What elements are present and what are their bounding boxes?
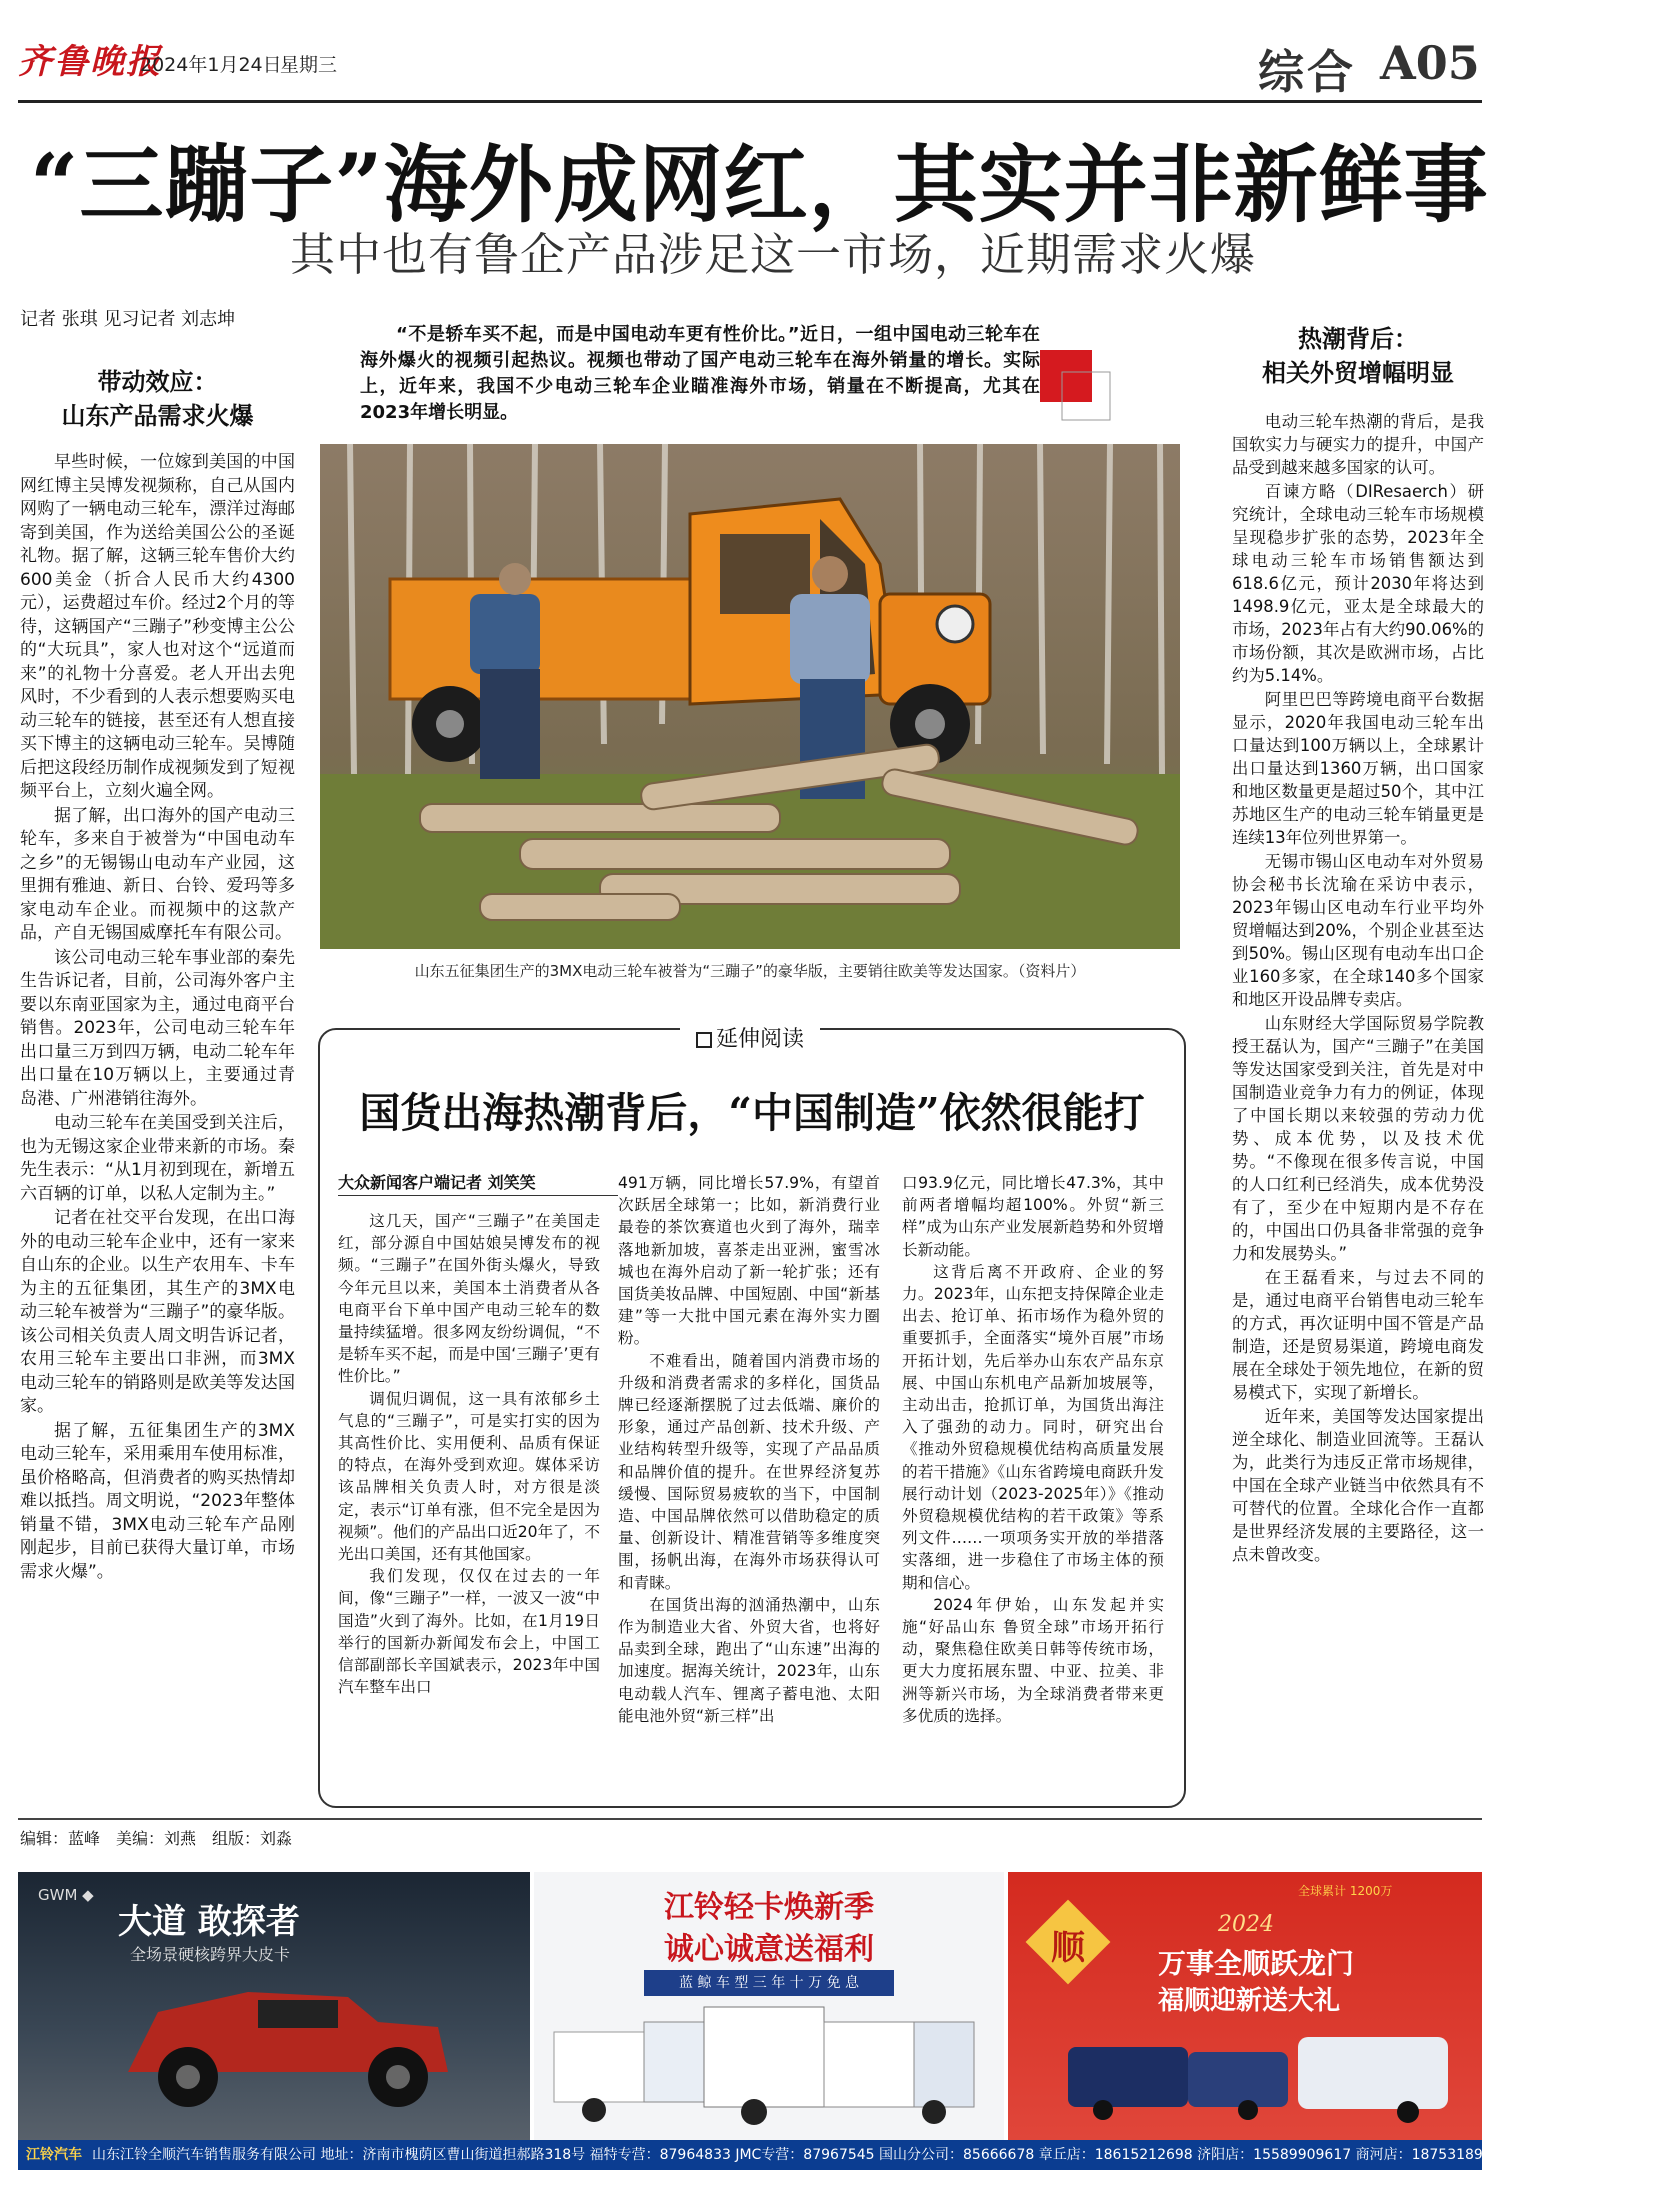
- paragraph: 2024年伊始，山东发起并实施“好品山东 鲁贸全球”市场开拓行动，聚焦稳住欧美日韩等传统市场，更大力度拓展东盟、中亚、拉美、非洲等新兴市场，为全球消费者带来更多优质的选择。: [902, 1595, 1164, 1725]
- red-square-icon: [1040, 350, 1110, 420]
- right-article-body: [1232, 410, 1484, 1566]
- tag-label: 延伸阅读: [715, 1027, 804, 1052]
- masthead-rule: [18, 100, 1482, 103]
- paragraph: 在国货出海的汹涌热潮中，山东作为制造业大省、外贸大省，也将好品卖到全球，跑出了“山东速”出海的加速度。据海关统计，2023年，山东电动载人汽车、锂离子蓄电池、太阳能电池外贸“新三样”出: [618, 1595, 880, 1725]
- ad-footer-bar: [18, 2140, 1668, 2170]
- ad3-year: 2024: [1218, 1912, 1274, 1937]
- paragraph: 百谏方略（DIResaerch）研究统计，全球电动三轮车市场规模呈现稳步扩张的态势，2023年全球电动三轮车市场销售额达到618.6亿元，预计2030年将达到1498.9亿元，亚太是全球最大的市场，2023年占有大约90.06%的市场份额，其次是欧洲市场，占比约为5.14%。: [1232, 482, 1484, 685]
- byline: 记者 张琪 见习记者 刘志坤: [20, 309, 236, 330]
- page-number: A05: [1380, 36, 1480, 90]
- footer-rule: [18, 1818, 1482, 1820]
- paragraph: 山东财经大学国际贸易学院教授王磊认为，国产“三蹦子”在美国等发达国家受到关注，首先是对中国制造业竞争力有力的例证，体现了中国长期以来较强的劳动力优势、成本优势，以及技术优势。“不像现在很多传言说，中国的人口红利已经消失，成本优势没有了，至少在中短期内是不存在的，中国出口仍具备非常强的竞争力和发展势头。”: [1232, 1014, 1484, 1263]
- left-section-title-1: 带动效应：: [97, 367, 218, 396]
- paragraph: 口93.9亿元，同比增长47.3%，其中前两者增幅均超100%。外贸“新三样”成为山东产业发展新趋势和外贸增长新动能。: [902, 1174, 1164, 1259]
- paragraph: 早些时候，一位嫁到美国的中国网红博主吴博发视频称，自己从国内网购了一辆电动三轮车，漂洋过海邮寄到美国，作为送给美国公公的圣诞礼物。据了解，这辆三轮车售价大约600美金（折合人民币大约4300元），运费超过车价。经过2个月的等待，这辆国产“三蹦子”秒变博主公公的“大玩具”，家人也对这个“远道而来”的礼物十分喜爱。老人开出去兜风时，不少看到的人表示想要购买电动三轮车的链接，甚至还有人想直接买下博主的这辆电动三轮车。吴博随后把这段经历制作成视频发到了短视频平台上，立刻火遍全网。: [20, 452, 295, 801]
- brand-mark: GWM ◆: [38, 1886, 94, 1904]
- ad3-title2: 福顺迎新送大礼: [1158, 1986, 1341, 2016]
- left-article-body: [20, 451, 295, 1584]
- paragraph: 电动三轮车在美国受到关注后，也为无锡这家企业带来新的市场。秦先生表示：“从1月初到现在，新增五六百辆的订单，以私人定制为主。”: [20, 1113, 295, 1204]
- photo-caption: 山东五征集团生产的3MX电动三轮车被誉为“三蹦子”的豪华版，主要销往欧美等发达国家。（资料片）: [414, 962, 1086, 980]
- advertisement-band: [18, 1872, 1482, 2172]
- ad3-char: 顺: [1051, 1928, 1085, 1968]
- trucks-icon: [534, 1872, 1004, 2140]
- paragraph: 近年来，美国等发达国家提出逆全球化、制造业回流等。王磊认为，此类行为违反正常市场规律，中国在全球产业链当中依然具有不可替代的位置。全球化合作一直都是世界经济发展的主要路径，这一点未曾改变。: [1232, 1407, 1484, 1564]
- editor-credits: 编辑：蓝峰 美编：刘燕 组版：刘淼: [20, 1829, 293, 1848]
- ad-ford-transit: [1008, 1872, 1482, 2140]
- right-section-title-1: 热潮背后：: [1298, 324, 1418, 353]
- ad1-subtitle: 全场景硬核跨界大皮卡: [130, 1945, 291, 1964]
- extended-reading-tag: [680, 1022, 820, 1052]
- paragraph: 调侃归调侃，这一具有浓郁乡土气息的“三蹦子”，可是实打实的因为其高性价比、实用便利、品质有保证的特点，在海外受到欢迎。媒体采访该品牌相关负责人时，对方很是淡定，表示“订单有涨，但不完全是因为视频”。他们的产品出口近20年了，不光出口美国，还有其他国家。: [338, 1389, 600, 1564]
- square-icon: [696, 1032, 712, 1048]
- right-section-title-2: 相关外贸增幅明显: [1262, 358, 1454, 387]
- box-column-2: [618, 1172, 880, 1727]
- photo-tricycle-logs: [320, 444, 1180, 949]
- paragraph: 据了解，出口海外的国产电动三轮车，多来自于被誉为“中国电动车之乡”的无锡锡山电动车产业园，这里拥有雅迪、新日、台铃、爱玛等多家电动车企业。而视频中的这款产品，产自无锡国威摩托车有限公司。: [20, 805, 295, 943]
- box-title: 国货出海热潮背后，“中国制造”依然很能打: [359, 1089, 1145, 1137]
- lead-text: “不是轿车买不起，而是中国电动车更有性价比。”近日，一组中国电动三轮车在海外爆火的视频引起热议。视频也带动了国产电动三轮车在海外销量的增长。实际上，近年来，我国不少电动三轮车企业瞄准海外市场，销量在不断提高，尤其在2023年增长明显。: [360, 324, 1040, 423]
- ad-jmc-trucks: [534, 1872, 1004, 2140]
- issue-weekday: 星期三: [280, 54, 338, 76]
- paragraph: 491万辆，同比增长57.9%，有望首次跃居全球第一；比如，新消费行业最卷的茶饮赛道也火到了海外，瑞幸落地新加坡，喜茶走出亚洲，蜜雪冰城也在海外启动了新一轮扩张；还有国货美妆品牌、中国短剧、中国“新基建”等一大批中国元素在海外实力圈粉。: [618, 1174, 880, 1348]
- paragraph: 记者在社交平台发现，在出口海外的电动三轮车企业中，还有一家来自山东的企业。以生产农用车、卡车为主的五征集团，其生产的3MX电动三轮车被誉为“三蹦子”的豪华版。该公司相关负责人周文明告诉记者，农用三轮车主要出口非洲，而3MX电动三轮车的销路则是欧美等发达国家。: [20, 1208, 295, 1416]
- vans-icon: [1008, 1872, 1482, 2140]
- paragraph: 电动三轮车热潮的背后，是我国软实力与硬实力的提升，中国产品受到越来越多国家的认可。: [1232, 412, 1484, 477]
- box-column-3: [902, 1172, 1164, 1727]
- ad3-title1: 万事全顺跃龙门: [1158, 1947, 1355, 1980]
- paragraph: 阿里巴巴等跨境电商平台数据显示，2020年我国电动三轮车出口量达到100万辆以上，全球累计出口量达到1360万辆，出口国家和地区数量更是超过50个，其中江苏地区生产的电动三轮车销量更是连续13年位列世界第一。: [1232, 690, 1484, 847]
- ad2-title1: 江铃轻卡焕新季: [664, 1890, 874, 1925]
- right-column: [1232, 322, 1484, 1567]
- footer-brand: 江铃汽车: [26, 2147, 82, 2163]
- paragraph: 不难看出，随着国内消费市场的升级和消费者需求的多样化，国货品牌已经逐渐摆脱了过去低端、廉价的形象，通过产品创新、技术升级、产业结构转型升级等，实现了产品品质和品牌价值的提升。在世界经济复苏缓慢、国际贸易疲软的当下，中国制造、中国品牌依然可以借助稳定的质量、创新设计、精准营销等多维度突围，扬帆出海，在海外市场获得认可和青睐。: [618, 1351, 880, 1592]
- left-section-title-2: 山东产品需求火爆: [61, 401, 254, 430]
- left-column: [20, 365, 295, 1585]
- paragraph: 在王磊看来，与过去不同的是，通过电商平台销售电动三轮车的方式，再次证明中国不管是产品制造，还是贸易渠道，跨境电商发展在全球处于领先地位，在新的贸易模式下，实现了新增长。: [1232, 1268, 1484, 1402]
- paragraph: 这几天，国产“三蹦子”在美国走红，部分源自中国姑娘吴博发布的视频。“三蹦子”在国外街头爆火，导致今年元旦以来，美国本土消费者从各电商平台下单中国产电动三轮车的数量持续猛增。很多网友纷纷调侃，“不是轿车买不起，而是中国‘三蹦子’更有性价比。”: [338, 1212, 600, 1386]
- ad2-title2: 诚心诚意送福利: [664, 1932, 874, 1967]
- ad-pickup: [18, 1872, 530, 2140]
- issue-date: 2024年1月24日: [140, 54, 282, 76]
- section-name: 综合: [1258, 45, 1356, 99]
- newspaper-logo: 齐鲁晚报: [18, 42, 162, 82]
- box-column-1: [338, 1210, 600, 1698]
- paragraph: 这背后离不开政府、企业的努力。2023年，山东把支持保障企业走出去、抢订单、拓市场作为稳外贸的重要抓手，全面落实“境外百展”市场开拓计划，先后举办山东农产品东京展、中国山东机电产品新加坡展等，主动出击，抢抓订单，为国货出海注入了强劲的动力。同时，研究出台《推动外贸稳规模优结构高质量发展的若干措施》《山东省跨境电商跃升发展行动计划（2023-2025年）》《推动外贸稳规模优结构的若干政策》等系列文件……一项项务实开放的举措落实落细，进一步稳住了市场主体的预期和信心。: [902, 1262, 1164, 1592]
- headline: “三蹦子”海外成网红，其实并非新鲜事: [30, 135, 1489, 234]
- lead-paragraph: [360, 322, 1040, 426]
- paragraph: 我们发现，仅仅在过去的一年间，像“三蹦子”一样，一波又一波“中国造”火到了海外。比如，在1月19日举行的国新办新闻发布会上，中国工信部副部长辛国斌表示，2023年中国汽车整车出口: [338, 1567, 600, 1697]
- footer-text: 山东江铃全顺汽车销售服务有限公司 地址：济南市槐荫区曹山街道担郝路318号 福特专营：87964833 JMC专营：87967545 国山分公司：85666678 章丘店：18615212698 济阳店：15589909617 商河店：18753189391 平阴店：13361035986: [92, 2147, 1668, 2163]
- box-byline: 大众新闻客户端记者 刘笑笑: [338, 1170, 618, 1196]
- ad2-banner: 蓝 鲸 车 型 三 年 十 万 免 息: [644, 1970, 894, 1996]
- paragraph: 该公司电动三轮车事业部的秦先生告诉记者，目前，公司海外客户主要以东南亚国家为主，通过电商平台销售。2023年，公司电动三轮车年出口量三万到四万辆，电动二轮车年出口量在10万辆以上，主要通过青岛港、广州港销往海外。: [20, 947, 295, 1109]
- ad1-title: 大道 敢探者: [118, 1902, 300, 1942]
- news-photo: [320, 444, 1180, 949]
- masthead: [0, 0, 1500, 99]
- subheadline: 其中也有鲁企产品涉足这一市场，近期需求火爆: [290, 228, 1257, 281]
- pickup-truck-icon: [18, 1872, 530, 2140]
- paragraph: 无锡市锡山区电动车对外贸易协会秘书长沈瑜在采访中表示，2023年锡山区电动车行业平均外贸增幅达到20%，个别企业甚至达到50%。锡山区现有电动车出口企业160多家，在全球140多个国家和地区开设品牌专卖店。: [1232, 852, 1484, 1009]
- paragraph: 据了解，五征集团生产的3MX电动三轮车，采用乘用车使用标准，虽价格略高，但消费者的购买热情却难以抵挡。周文明说，“2023年整体销量不错，3MX电动三轮车产品刚刚起步，目前已获得大量订单，市场需求火爆”。: [20, 1420, 295, 1582]
- ad3-corner: 全球累计 1200万: [1298, 1884, 1393, 1898]
